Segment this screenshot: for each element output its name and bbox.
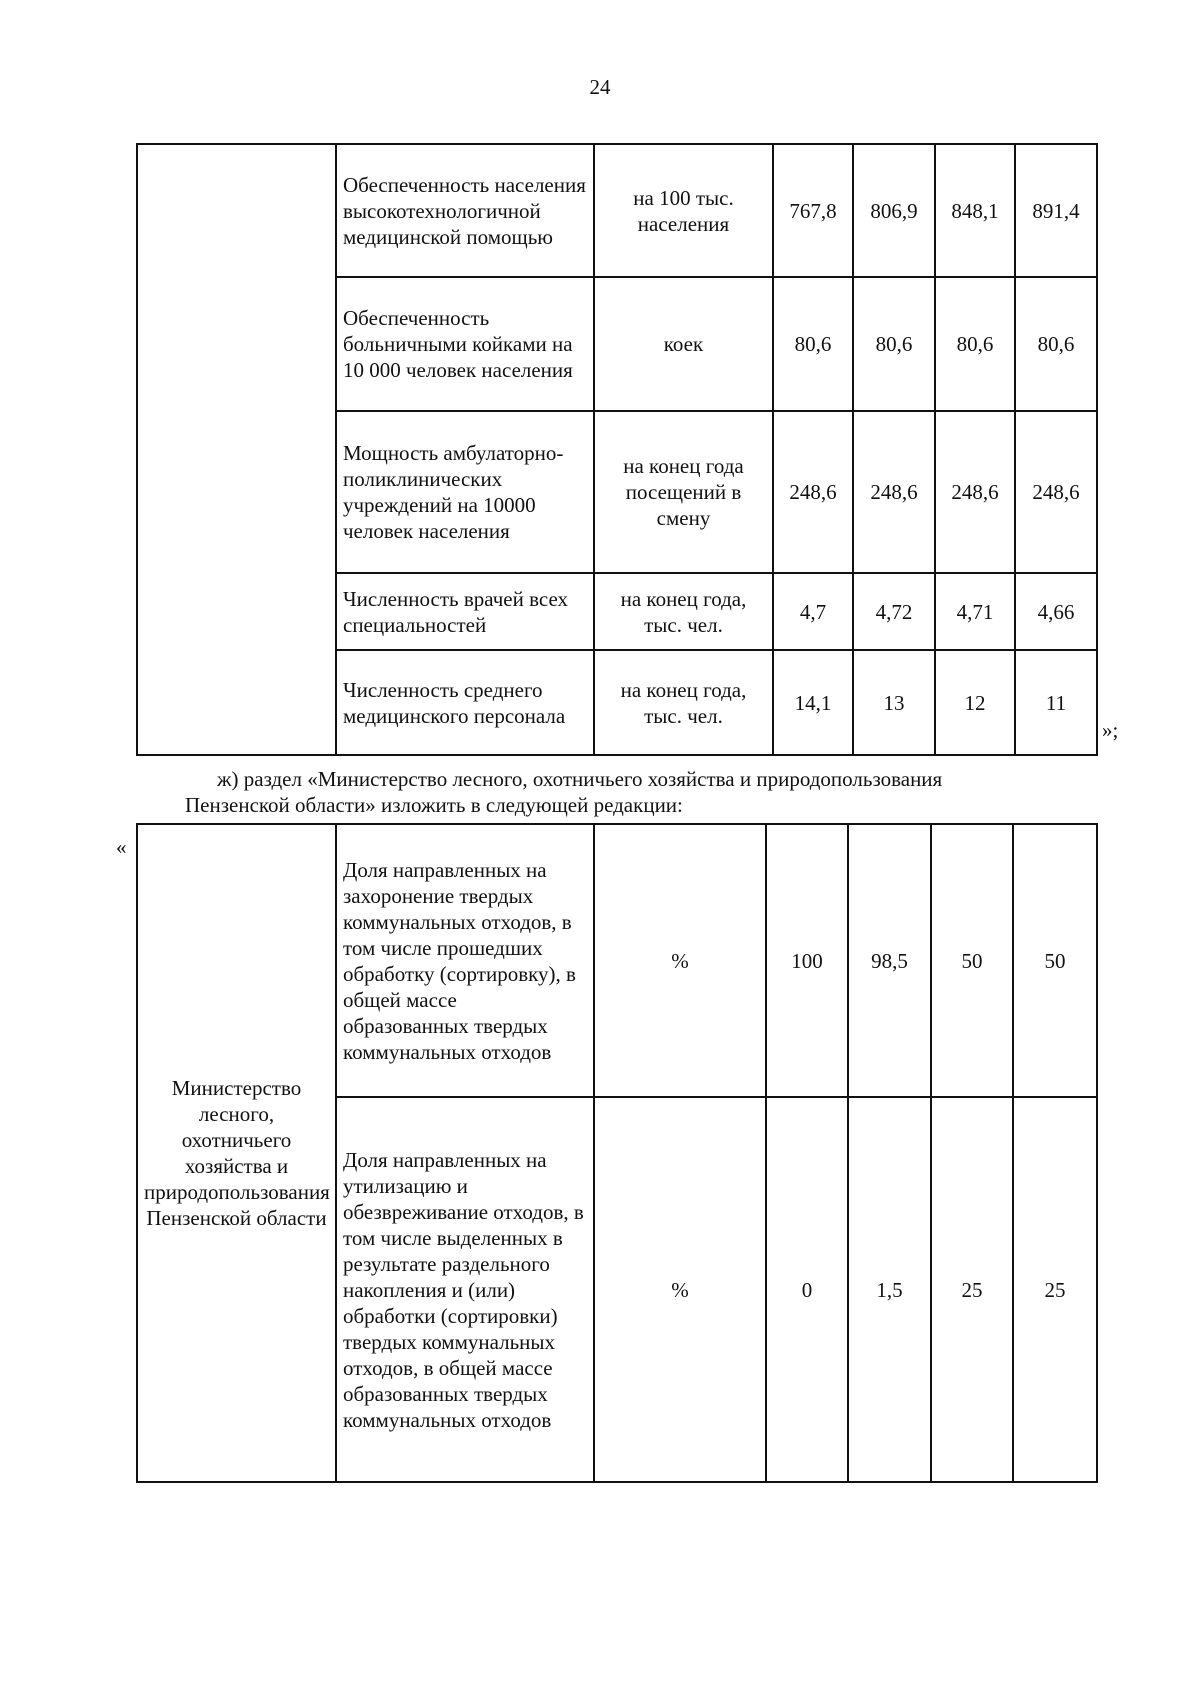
paragraph-line: ж) раздел «Министерство лесного, охотничьего хозяйства и природопользования bbox=[217, 767, 943, 791]
value-cell: 248,6 bbox=[1015, 411, 1097, 573]
value-cell: 806,9 bbox=[853, 144, 935, 277]
value-cell: 80,6 bbox=[773, 277, 853, 411]
indicator-cell: Обеспеченность больничными койками на 10 000 человек населения bbox=[336, 277, 594, 411]
amendment-paragraph bbox=[185, 766, 1105, 818]
value-cell: 0 bbox=[766, 1097, 848, 1482]
value-cell: 25 bbox=[1013, 1097, 1097, 1482]
organization-cell: Министерство лесного, охотничьего хозяйства и природопользования Пензенской области bbox=[137, 824, 336, 1482]
paragraph-line: Пензенской области» изложить в следующей редакции: bbox=[185, 793, 683, 817]
unit-cell: на конец года, тыс. чел. bbox=[594, 573, 773, 650]
value-cell: 98,5 bbox=[848, 824, 931, 1097]
value-cell: 12 bbox=[935, 650, 1015, 755]
value-cell: 80,6 bbox=[853, 277, 935, 411]
value-cell: 4,66 bbox=[1015, 573, 1097, 650]
page-number: 24 bbox=[589, 75, 611, 99]
indicator-cell: Доля направленных на захоронение твердых коммунальных отходов, в том числе прошедших обработку (сортировку), в общей массе образованных твердых коммунальных отходов bbox=[336, 824, 594, 1097]
value-cell: 248,6 bbox=[935, 411, 1015, 573]
value-cell: 11 bbox=[1015, 650, 1097, 755]
unit-cell: % bbox=[594, 824, 766, 1097]
unit-cell: на конец года посещений в смену bbox=[594, 411, 773, 573]
indicator-cell: Обеспеченность населения высокотехнологичной медицинской помощью bbox=[336, 144, 594, 277]
closing-quote-mark: »; bbox=[1102, 718, 1119, 742]
indicator-cell: Доля направленных на утилизацию и обезвреживание отходов, в том числе выделенных в результате раздельного накопления и (или) обработки (сортировки) твердых коммунальных отходов, в общей массе образованных твердых коммунальных отходов bbox=[336, 1097, 594, 1482]
value-cell: 248,6 bbox=[853, 411, 935, 573]
value-cell: 100 bbox=[766, 824, 848, 1097]
health-indicators-table bbox=[136, 143, 1098, 756]
table-row bbox=[137, 144, 1097, 277]
organization-cell-empty bbox=[137, 144, 336, 755]
value-cell: 50 bbox=[931, 824, 1013, 1097]
forestry-indicators-table bbox=[136, 823, 1098, 1483]
table-row bbox=[137, 824, 1097, 1097]
value-cell: 248,6 bbox=[773, 411, 853, 573]
indicator-cell: Мощность амбулаторно-поликлинических учреждений на 10000 человек населения bbox=[336, 411, 594, 573]
opening-quote-mark: « bbox=[116, 835, 127, 859]
value-cell: 50 bbox=[1013, 824, 1097, 1097]
value-cell: 4,71 bbox=[935, 573, 1015, 650]
value-cell: 14,1 bbox=[773, 650, 853, 755]
unit-cell: на 100 тыс. населения bbox=[594, 144, 773, 277]
value-cell: 4,7 bbox=[773, 573, 853, 650]
value-cell: 767,8 bbox=[773, 144, 853, 277]
value-cell: 891,4 bbox=[1015, 144, 1097, 277]
value-cell: 80,6 bbox=[935, 277, 1015, 411]
unit-cell: % bbox=[594, 1097, 766, 1482]
value-cell: 13 bbox=[853, 650, 935, 755]
value-cell: 1,5 bbox=[848, 1097, 931, 1482]
unit-cell: на конец года, тыс. чел. bbox=[594, 650, 773, 755]
unit-cell: коек bbox=[594, 277, 773, 411]
value-cell: 4,72 bbox=[853, 573, 935, 650]
indicator-cell: Численность врачей всех специальностей bbox=[336, 573, 594, 650]
value-cell: 848,1 bbox=[935, 144, 1015, 277]
indicator-cell: Численность среднего медицинского персонала bbox=[336, 650, 594, 755]
value-cell: 25 bbox=[931, 1097, 1013, 1482]
value-cell: 80,6 bbox=[1015, 277, 1097, 411]
